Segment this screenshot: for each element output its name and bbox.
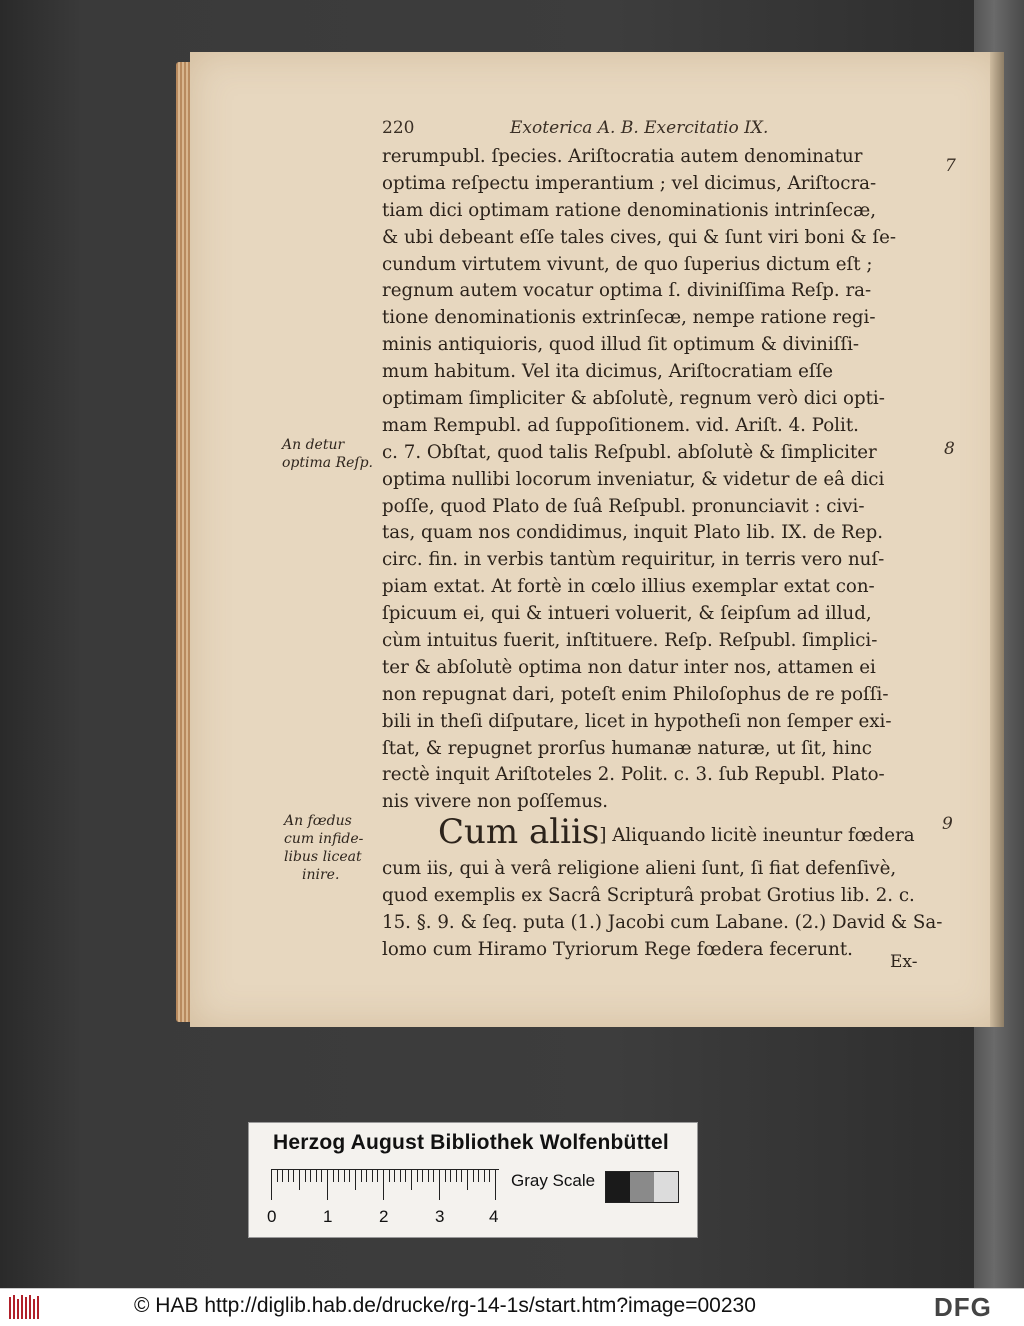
lemma: Cum aliis (438, 816, 600, 853)
text-line: & ubi debeant eſſe tales cives, qui & ſunt viri boni & ſe- (382, 226, 897, 248)
text-line: optima reſpectu imperantium ; vel dicimus, Ariſtocra- (382, 172, 877, 194)
text-line: piam extat. At fortè in cœlo illius exemplar extat con- (382, 576, 875, 598)
text-line: minis antiquioris, quod illud ſit optimum & diviniſſi- (382, 334, 860, 356)
ruler-number: 2 (379, 1207, 389, 1226)
text-line: quod exemplis ex Sacrâ Scripturâ probat Grotius lib. 2. c. (382, 885, 915, 907)
ruler-tick (349, 1170, 350, 1182)
lemma-rest: ] Aliquando licitè ineuntur fœdera (599, 825, 915, 847)
color-target-card (248, 1122, 698, 1238)
ruler-tick (293, 1170, 294, 1182)
margin-note-1 (282, 436, 373, 472)
gray-swatch (630, 1172, 654, 1202)
margin-note-line: inire. (302, 867, 340, 883)
ruler-tick (456, 1170, 457, 1182)
running-title: Exoterica A. B. Exercitatio IX. (510, 118, 769, 138)
ruler-number: 0 (267, 1207, 277, 1226)
ruler-tick (316, 1170, 317, 1182)
ruler-number: 4 (489, 1207, 499, 1226)
text-line: cùm intuitus fuerit, inſtituere. Reſp. Reſpubl. ſimplici- (382, 630, 878, 652)
ruler-tick (377, 1170, 378, 1182)
body-text (382, 144, 942, 964)
margin-note-line: libus liceat (284, 849, 362, 865)
text-line: cundum virtutem vivunt, de quo ſuperius dictum eſt ; (382, 253, 873, 275)
ruler-tick (489, 1170, 490, 1182)
ruler-tick (305, 1170, 306, 1182)
margin-number-7: 7 (945, 156, 956, 176)
catchword: Ex- (890, 952, 918, 972)
text-line: ſtat, & repugnet prorſus humanæ naturæ, ut ſit, hinc (382, 737, 872, 759)
text-line: ter & abſolutè optima non datur inter nos, attamen ei (382, 656, 876, 678)
gray-swatch (654, 1172, 678, 1202)
text-line: mum habitum. Vel ita dicimus, Ariſtocratiam eſſe (382, 361, 834, 383)
ruler-tick (372, 1170, 373, 1182)
ruler-scale (271, 1169, 499, 1202)
margin-number-9: 9 (942, 814, 953, 834)
text-line: mam Rempubl. ad ſuppoſitionem. vid. Ariſt. 4. Polit. (382, 414, 859, 436)
ruler-tick (338, 1170, 339, 1182)
ruler-tick (383, 1170, 384, 1200)
text-line: optimam ſimpliciter & abſolutè, regnum verò dici opti- (382, 388, 885, 410)
ruler-tick (321, 1170, 322, 1182)
margin-note-line: An detur (282, 437, 345, 453)
ruler-tick (366, 1170, 367, 1182)
page-gutter-shadow (990, 52, 1004, 1027)
hab-logo-icon (8, 1293, 42, 1321)
margin-note-line: cum infide- (284, 831, 364, 847)
gray-swatch (606, 1172, 630, 1202)
ruler-tick (428, 1170, 429, 1182)
text-line: tione denominationis extrinſecæ, nempe ratione regi- (382, 307, 876, 329)
ruler-tick (405, 1170, 406, 1182)
ruler-tick (394, 1170, 395, 1182)
gray-scale-label: Gray Scale (511, 1171, 596, 1190)
text-line: poſſe, quod Plato de ſuâ Reſpubl. pronunciavit : civi- (382, 495, 865, 517)
margin-note-line: An fœdus (284, 813, 352, 829)
text-line: c. 7. Obſtat, quod talis Reſpubl. abſolutè & ſimpliciter (382, 441, 877, 463)
gray-swatches (605, 1171, 679, 1203)
ruler-tick (333, 1170, 334, 1182)
ruler-tick (400, 1170, 401, 1182)
ruler-tick (361, 1170, 362, 1182)
footer-bar (0, 1288, 1024, 1326)
ruler-tick (445, 1170, 446, 1182)
dfg-logo: DFG (934, 1292, 992, 1322)
ruler-tick (473, 1170, 474, 1182)
text-line: rectè inquit Ariſtoteles 2. Polit. c. 3. ſub Republ. Plato- (382, 764, 885, 786)
margin-number-8: 8 (944, 439, 955, 459)
ruler-tick (478, 1170, 479, 1182)
ruler-tick (310, 1170, 311, 1182)
ruler-tick (433, 1170, 434, 1182)
ruler-tick (411, 1170, 412, 1190)
ruler-tick (450, 1170, 451, 1182)
ruler-tick (467, 1170, 468, 1190)
ruler-tick (439, 1170, 440, 1200)
ruler-tick (344, 1170, 345, 1182)
lemma-line (382, 816, 942, 856)
ruler-tick (282, 1170, 283, 1182)
text-line: non repugnat dari, poteſt enim Philoſophus de re poſſi- (382, 683, 889, 705)
ruler-tick (422, 1170, 423, 1182)
text-line: regnum autem vocatur optima ſ. diviniſſima Reſp. ra- (382, 280, 872, 302)
footer-copyright-url[interactable]: © HAB http://diglib.hab.de/drucke/rg-14-1s/start.htm?image=00230 (134, 1294, 756, 1317)
text-line: circ. fin. in verbis tantùm requiritur, in terris vero nuſ- (382, 549, 885, 571)
text-line: optima nullibi locorum inveniatur, & videtur de eâ dici (382, 468, 885, 490)
text-line: bili in theſi diſputare, licet in hypotheſi non ſemper exi- (382, 710, 892, 732)
text-line: lomo cum Hiramo Tyriorum Rege fœdera fecerunt. (382, 938, 853, 960)
ruler-tick (271, 1170, 272, 1200)
ruler-tick (389, 1170, 390, 1182)
text-line: nis vivere non poſſemus. (382, 791, 609, 813)
page-number: 220 (382, 118, 415, 138)
ruler-tick (355, 1170, 356, 1190)
text-line: cum iis, qui à verâ religione alieni ſunt, ſi fiat defenſivè, (382, 858, 897, 880)
ruler-tick (417, 1170, 418, 1182)
margin-note-line: optima Reſp. (282, 455, 373, 471)
ruler-tick (277, 1170, 278, 1182)
library-name: Herzog August Bibliothek Wolfenbüttel (273, 1131, 669, 1154)
text-line: tiam dici optimam ratione denominationis intrinſecæ, (382, 199, 876, 221)
text-line: tas, quam nos condidimus, inquit Plato lib. IX. de Rep. (382, 522, 884, 544)
margin-note-2 (284, 812, 363, 884)
text-line: 15. §. 9. & ſeq. puta (1.) Jacobi cum Labane. (2.) David & Sa- (382, 912, 942, 934)
ruler-tick (327, 1170, 328, 1200)
ruler-tick (461, 1170, 462, 1182)
ruler-number: 3 (435, 1207, 445, 1226)
ruler-tick (495, 1170, 496, 1200)
ruler-tick (288, 1170, 289, 1182)
text-line: ſpicuum ei, qui & intueri voluerit, & ſeipſum ad illud, (382, 603, 872, 625)
ruler-number: 1 (323, 1207, 333, 1226)
ruler-tick (484, 1170, 485, 1182)
ruler-tick (299, 1170, 300, 1190)
text-line: rerumpubl. ſpecies. Ariſtocratia autem denominatur (382, 146, 863, 167)
